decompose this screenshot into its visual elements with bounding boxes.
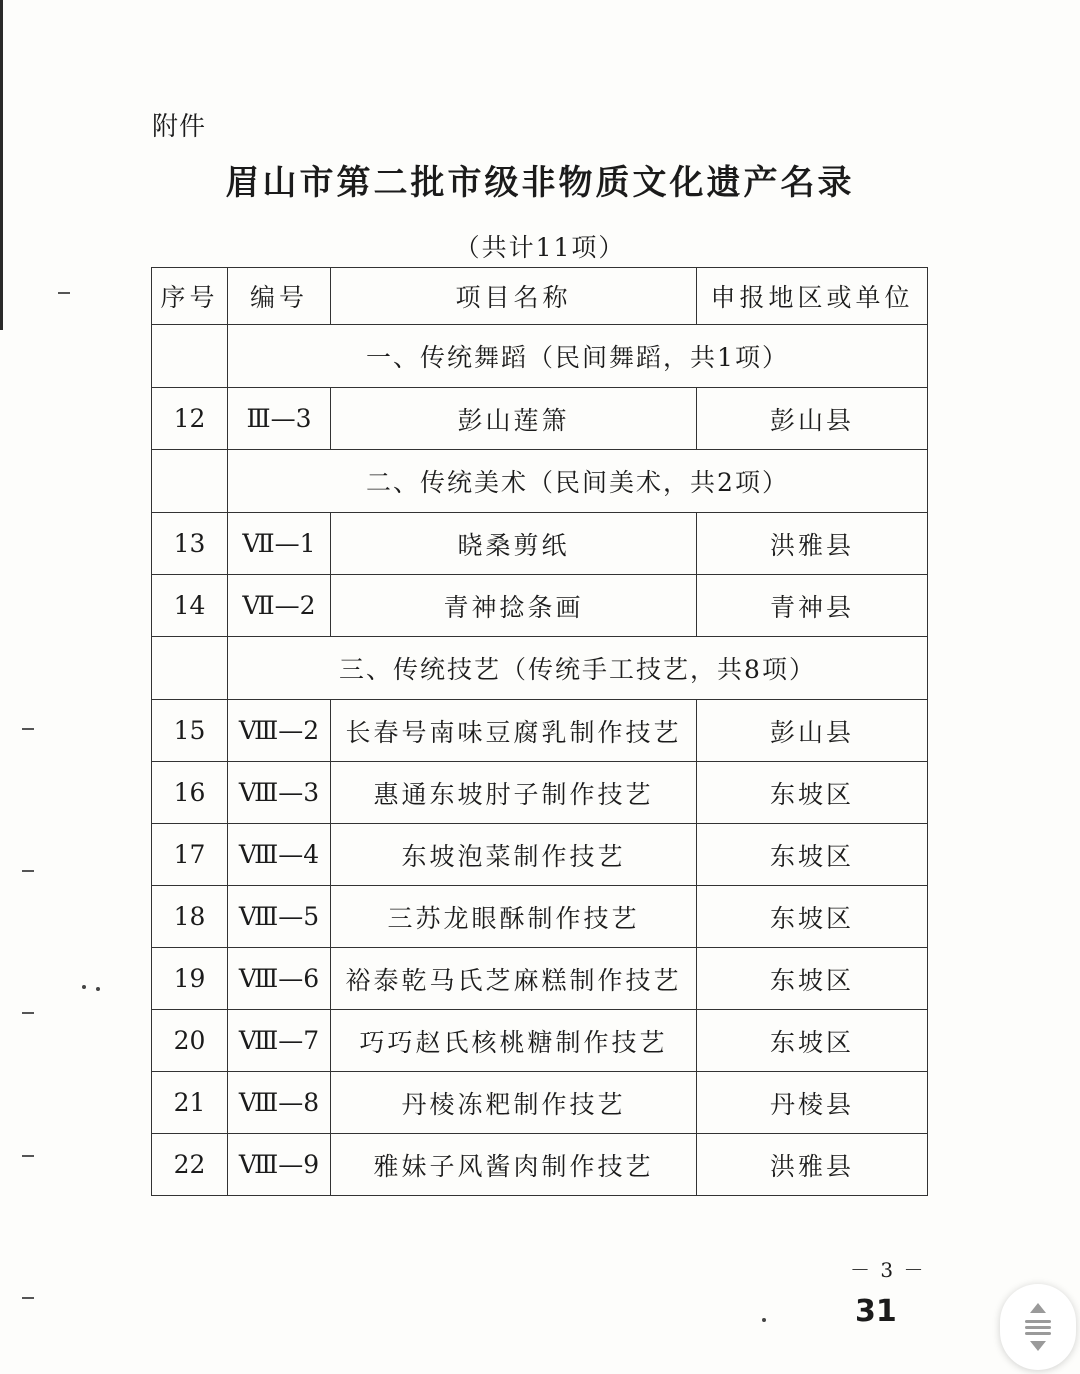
unit-cell: 东坡区 bbox=[697, 886, 928, 948]
header-unit: 申报地区或单位 bbox=[697, 268, 928, 325]
name-cell: 巧巧赵氏核桃糖制作技艺 bbox=[331, 1010, 697, 1072]
seq-cell: 12 bbox=[152, 388, 228, 450]
name-cell: 青神捻条画 bbox=[331, 575, 697, 637]
code-cell: Ⅷ—4 bbox=[228, 824, 331, 886]
code-cell: Ⅶ—1 bbox=[228, 513, 331, 575]
scan-speck bbox=[82, 985, 86, 989]
unit-cell: 洪雅县 bbox=[697, 1134, 928, 1196]
name-cell: 丹棱冻粑制作技艺 bbox=[331, 1072, 697, 1134]
section-row bbox=[152, 637, 928, 700]
table-row bbox=[152, 762, 928, 824]
scroll-button[interactable] bbox=[1000, 1284, 1076, 1370]
seq-cell: 18 bbox=[152, 886, 228, 948]
code-cell: Ⅷ—3 bbox=[228, 762, 331, 824]
scan-mark bbox=[22, 1297, 34, 1299]
unit-cell: 丹棱县 bbox=[697, 1072, 928, 1134]
code-cell: Ⅷ—6 bbox=[228, 948, 331, 1010]
table-row bbox=[152, 388, 928, 450]
header-code: 编号 bbox=[228, 268, 331, 325]
name-cell: 东坡泡菜制作技艺 bbox=[331, 824, 697, 886]
scan-speck bbox=[96, 987, 100, 991]
table-row bbox=[152, 886, 928, 948]
table-header-row bbox=[152, 268, 928, 325]
code-cell: Ⅷ—9 bbox=[228, 1134, 331, 1196]
seq-cell: 15 bbox=[152, 700, 228, 762]
seq-cell: 13 bbox=[152, 513, 228, 575]
unit-cell: 彭山县 bbox=[697, 700, 928, 762]
section-row bbox=[152, 325, 928, 388]
scan-mark bbox=[22, 1012, 34, 1014]
section-seq-blank bbox=[152, 637, 228, 700]
seq-cell: 19 bbox=[152, 948, 228, 1010]
seq-cell: 14 bbox=[152, 575, 228, 637]
code-cell: Ⅷ—2 bbox=[228, 700, 331, 762]
section-title: 二、传统美术（民间美术，共2项） bbox=[228, 450, 928, 513]
section-seq-blank bbox=[152, 450, 228, 513]
table-row bbox=[152, 1010, 928, 1072]
name-cell: 长春号南味豆腐乳制作技艺 bbox=[331, 700, 697, 762]
section-title: 三、传统技艺（传统手工技艺，共8项） bbox=[228, 637, 928, 700]
document-title: 眉山市第二批市级非物质文化遗产名录 bbox=[225, 163, 855, 203]
scan-mark bbox=[22, 870, 34, 872]
unit-cell: 东坡区 bbox=[697, 948, 928, 1010]
unit-cell: 东坡区 bbox=[697, 762, 928, 824]
table-row bbox=[152, 513, 928, 575]
header-name: 项目名称 bbox=[331, 268, 697, 325]
unit-cell: 彭山县 bbox=[697, 388, 928, 450]
name-cell: 雅妹子风酱肉制作技艺 bbox=[331, 1134, 697, 1196]
name-cell: 三苏龙眼酥制作技艺 bbox=[331, 886, 697, 948]
name-cell: 惠通东坡肘子制作技艺 bbox=[331, 762, 697, 824]
code-cell: Ⅶ—2 bbox=[228, 575, 331, 637]
unit-cell: 洪雅县 bbox=[697, 513, 928, 575]
table-row bbox=[152, 575, 928, 637]
attachment-label: 附件 bbox=[152, 112, 207, 142]
table-row bbox=[152, 1072, 928, 1134]
header-seq: 序号 bbox=[152, 268, 228, 325]
section-row bbox=[152, 450, 928, 513]
section-title: 一、传统舞蹈（民间舞蹈，共1项） bbox=[228, 325, 928, 388]
seq-cell: 17 bbox=[152, 824, 228, 886]
scan-mark bbox=[58, 292, 70, 294]
seq-cell: 22 bbox=[152, 1134, 228, 1196]
table-row bbox=[152, 1134, 928, 1196]
scroll-handle-icon bbox=[1021, 1301, 1055, 1353]
unit-cell: 东坡区 bbox=[697, 824, 928, 886]
seq-cell: 21 bbox=[152, 1072, 228, 1134]
unit-cell: 东坡区 bbox=[697, 1010, 928, 1072]
scan-mark bbox=[22, 728, 34, 730]
section-seq-blank bbox=[152, 325, 228, 388]
name-cell: 彭山莲箫 bbox=[331, 388, 697, 450]
code-cell: Ⅲ—3 bbox=[228, 388, 331, 450]
table-row bbox=[152, 700, 928, 762]
heritage-list-table bbox=[151, 267, 928, 1196]
document-subtitle: （共计11项） bbox=[454, 233, 626, 262]
seq-cell: 16 bbox=[152, 762, 228, 824]
code-cell: Ⅷ—5 bbox=[228, 886, 331, 948]
scan-speck bbox=[762, 1318, 766, 1322]
table-row bbox=[152, 824, 928, 886]
seq-cell: 20 bbox=[152, 1010, 228, 1072]
unit-cell: 青神县 bbox=[697, 575, 928, 637]
name-cell: 裕泰乾马氏芝麻糕制作技艺 bbox=[331, 948, 697, 1010]
page-number-big: 31 bbox=[855, 1294, 897, 1329]
page-number-small: － 3 － bbox=[850, 1258, 926, 1282]
scan-mark bbox=[22, 1155, 34, 1157]
code-cell: Ⅷ—8 bbox=[228, 1072, 331, 1134]
table-row bbox=[152, 948, 928, 1010]
code-cell: Ⅷ—7 bbox=[228, 1010, 331, 1072]
name-cell: 晓桑剪纸 bbox=[331, 513, 697, 575]
